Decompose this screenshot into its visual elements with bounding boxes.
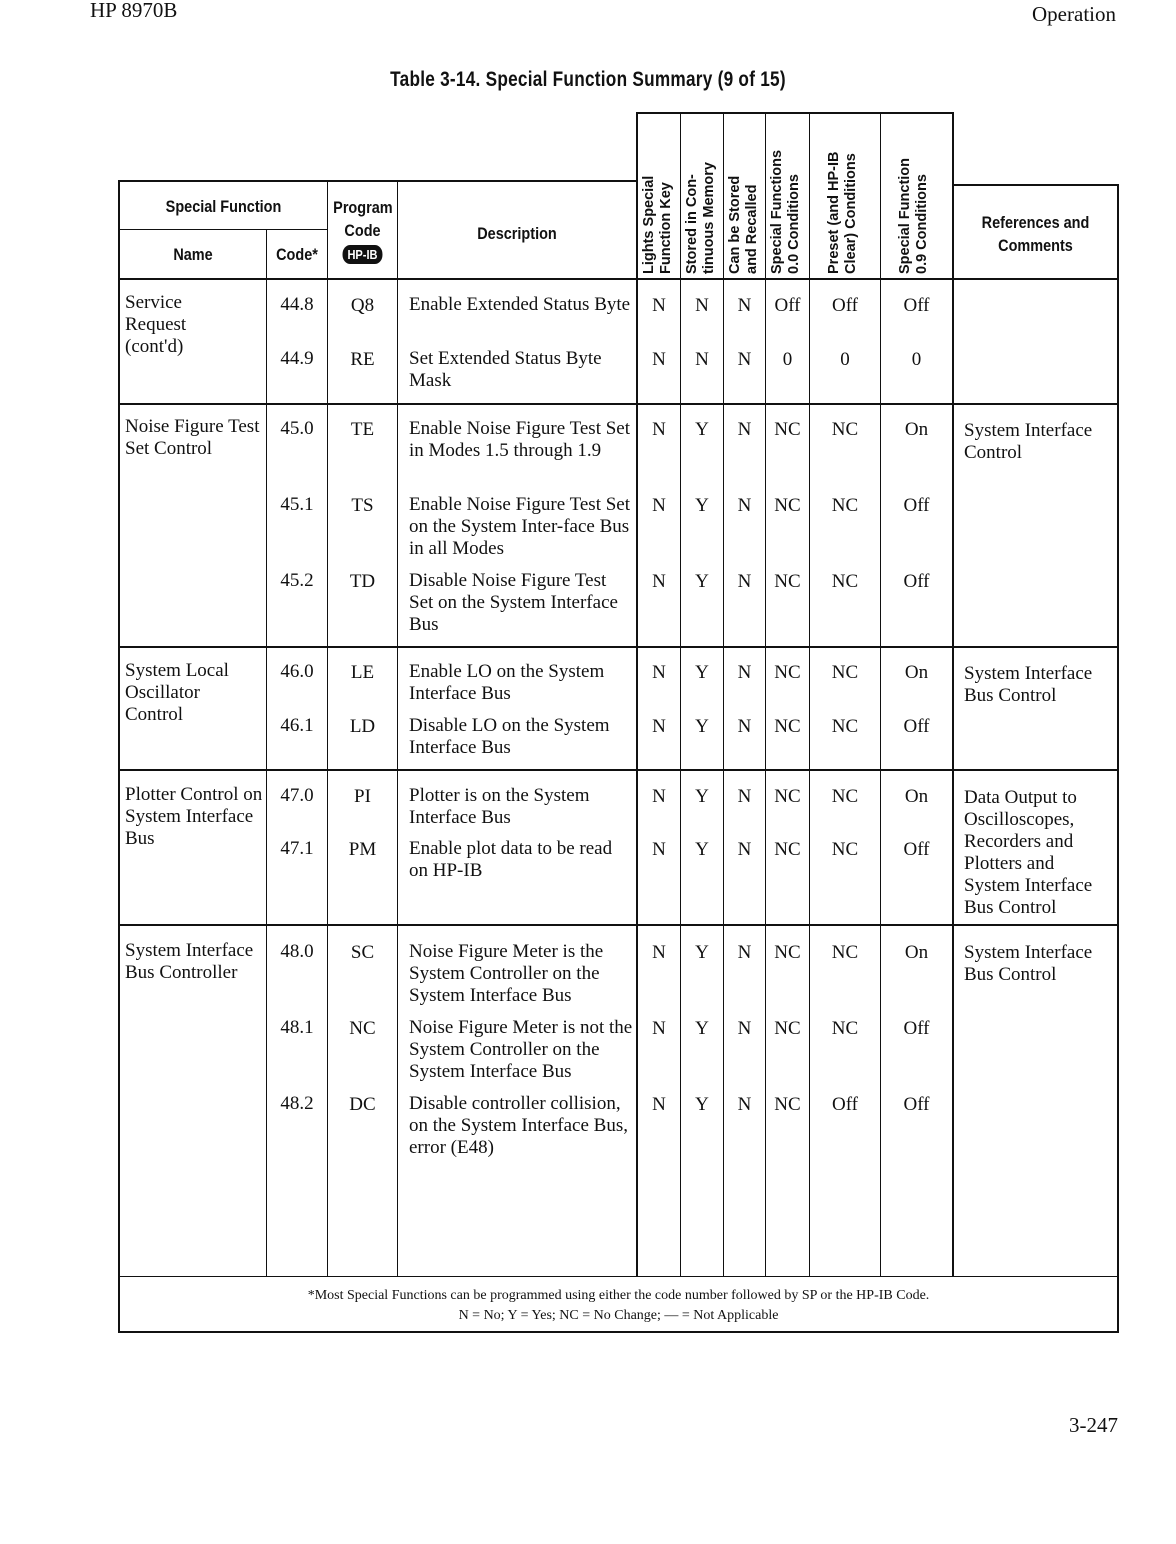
lights-key-cell: N <box>652 839 666 860</box>
lights-key-cell: N <box>652 419 666 440</box>
code-cell: 48.2 <box>280 1093 314 1114</box>
description-cell: Disable controller collision, on the System Interface Bus, error (E48) <box>409 1093 628 1158</box>
conditions-0-9-cell: Off <box>903 1018 930 1039</box>
stored-recalled-cell: N <box>737 571 752 592</box>
stored-recalled-cell: N <box>737 786 752 807</box>
conditions-0-0-cell: NC <box>774 1094 801 1115</box>
description-header: Description <box>477 224 557 243</box>
preset-conditions-cell: NC <box>831 839 859 860</box>
program-code-label: Program Code <box>333 198 393 240</box>
group-name: System Interface Bus Controller <box>125 940 254 983</box>
description-cell: Noise Figure Meter is not the System Controller on the System Interface Bus <box>409 1017 633 1082</box>
code-cell: 47.0 <box>280 785 314 806</box>
code-cell: 48.0 <box>280 941 314 962</box>
lights-key-cell: N <box>652 1094 666 1115</box>
footnote-line-1: *Most Special Functions can be programmed using either the code number followed by SP or the HP-IB Code. <box>307 1288 930 1303</box>
stored-memory-cell: Y <box>695 786 709 807</box>
code-cell: 46.0 <box>280 661 314 682</box>
hpib-cell: Q8 <box>350 295 375 316</box>
hpib-cell: PM <box>348 839 377 860</box>
group-reference: System Interface Bus Control <box>964 663 1093 706</box>
stored-recalled-cell: N <box>737 662 752 683</box>
group-name: System Local Oscillator Control <box>125 660 229 725</box>
description-cell: Set Extended Status Byte Mask <box>409 348 602 391</box>
stored-memory-cell: Y <box>695 495 709 516</box>
preset-conditions-cell: Off <box>831 295 859 316</box>
stored-memory-cell: N <box>695 349 709 370</box>
footnote-line-2: N = No; Y = Yes; NC = No Change; — = Not Applicable <box>458 1308 779 1323</box>
preset-conditions-cell: NC <box>831 786 859 807</box>
conditions-0-9-cell: Off <box>903 295 930 316</box>
conditions-0-0-cell: Off <box>774 295 801 316</box>
description-cell: Disable Noise Figure Test Set on the System Interface Bus <box>409 570 618 635</box>
description-cell: Noise Figure Meter is the System Controller on the System Interface Bus <box>409 941 604 1006</box>
conditions-0-9-cell: On <box>904 942 929 963</box>
description-cell: Disable LO on the System Interface Bus <box>409 715 610 758</box>
code-cell: 44.9 <box>280 348 314 369</box>
description-cell: Enable Noise Figure Test Set on the System Inter-face Bus in all Modes <box>409 494 631 559</box>
doc-model-header: HP 8970B <box>90 0 178 22</box>
conditions-0-9-cell: Off <box>903 716 930 737</box>
conditions-0-0-cell: 0 <box>782 349 793 370</box>
references-header: References and Comments <box>981 213 1090 255</box>
code-cell: 48.1 <box>280 1017 314 1038</box>
stored-recalled-cell: N <box>737 716 752 737</box>
stored-recalled-cell: N <box>737 419 752 440</box>
code-cell: 44.8 <box>280 294 314 315</box>
lights-key-cell: N <box>652 295 666 316</box>
lights-key-cell: N <box>652 716 666 737</box>
lights-key-cell: N <box>652 662 666 683</box>
section-header: Operation <box>1032 2 1116 26</box>
conditions-0-0-cell: NC <box>774 839 801 860</box>
hp-ib-badge: HP-IB <box>342 245 382 264</box>
stored-recalled-cell: N <box>737 349 752 370</box>
conditions-0-0-cell: NC <box>774 495 801 516</box>
group-name: Plotter Control on System Interface Bus <box>125 784 263 849</box>
lights-key-cell: N <box>652 571 666 592</box>
preset-conditions-cell: NC <box>831 571 859 592</box>
preset-conditions-cell: NC <box>831 1018 859 1039</box>
stored-recalled-cell: N <box>737 1094 752 1115</box>
hpib-cell: RE <box>350 349 375 370</box>
hpib-cell: SC <box>350 942 375 963</box>
stored-memory-cell: Y <box>695 716 709 737</box>
stored-recalled-cell: N <box>737 839 752 860</box>
conditions-0-0-cell: NC <box>774 662 801 683</box>
stored-memory-cell: N <box>695 295 709 316</box>
conditions-0-9-cell: On <box>904 662 929 683</box>
hpib-cell: PI <box>354 786 371 807</box>
hpib-cell: LE <box>350 662 375 683</box>
stored-memory-cell: Y <box>695 942 709 963</box>
description-cell: Enable Noise Figure Test Set in Modes 1.5 through 1.9 <box>409 418 631 461</box>
lights-key-cell: N <box>652 942 666 963</box>
description-cell: Enable LO on the System Interface Bus <box>409 661 605 704</box>
description-cell: Enable Extended Status Byte <box>409 294 631 315</box>
hpib-cell: TS <box>351 495 374 516</box>
stored-memory-cell: Y <box>695 419 709 440</box>
lights-key-cell: N <box>652 495 666 516</box>
stored-memory-cell: Y <box>695 1094 709 1115</box>
code-cell: 45.1 <box>280 494 314 515</box>
conditions-0-9-cell: Off <box>903 571 930 592</box>
preset-conditions-cell: NC <box>831 716 859 737</box>
hpib-cell: NC <box>349 1018 376 1039</box>
lights-key-cell: N <box>652 1018 666 1039</box>
preset-conditions-cell: NC <box>831 495 859 516</box>
hpib-cell: TE <box>350 419 375 440</box>
group-name: Noise Figure Test Set Control <box>125 416 260 459</box>
description-cell: Enable plot data to be read on HP-IB <box>409 838 613 881</box>
group-name: Service Request (cont'd) <box>125 292 187 357</box>
lights-key-cell: N <box>652 349 666 370</box>
stored-recalled-cell: N <box>737 942 752 963</box>
stored-memory-cell: Y <box>695 839 709 860</box>
page-number: 3-247 <box>1069 1413 1118 1437</box>
stored-recalled-cell: N <box>737 295 752 316</box>
group-reference: Data Output to Oscilloscopes, Recorders and Plotters and System Interface Bus Control <box>964 787 1093 918</box>
name-header: Name <box>173 245 213 264</box>
hpib-cell: LD <box>349 716 376 737</box>
stored-memory-cell: Y <box>695 1018 709 1039</box>
preset-conditions-cell: 0 <box>840 349 850 370</box>
conditions-0-0-cell: NC <box>774 571 801 592</box>
conditions-0-9-cell: Off <box>903 839 930 860</box>
conditions-0-9-cell: Off <box>903 495 930 516</box>
hpib-cell: TD <box>349 571 376 592</box>
group-reference: System Interface Control <box>964 420 1093 463</box>
conditions-0-0-cell: NC <box>774 1018 801 1039</box>
lights-key-cell: N <box>652 786 666 807</box>
preset-conditions-cell: Off <box>831 1094 859 1115</box>
conditions-0-0-cell: NC <box>774 786 801 807</box>
description-cell: Plotter is on the System Interface Bus <box>409 785 590 828</box>
conditions-0-9-cell: Off <box>903 1094 930 1115</box>
code-cell: 45.2 <box>280 570 314 591</box>
stored-memory-cell: Y <box>695 571 709 592</box>
code-header: Code* <box>276 245 318 264</box>
code-cell: 45.0 <box>280 418 314 439</box>
preset-conditions-cell: NC <box>831 662 859 683</box>
conditions-0-0-cell: NC <box>774 419 801 440</box>
conditions-0-0-cell: NC <box>774 942 801 963</box>
conditions-0-9-cell: 0 <box>911 349 922 370</box>
conditions-0-9-cell: On <box>904 786 929 807</box>
hpib-cell: DC <box>349 1094 376 1115</box>
table-title: Table 3-14. Special Function Summary (9 of 15) <box>390 68 786 91</box>
preset-conditions-cell: NC <box>831 419 859 440</box>
conditions-0-0-cell: NC <box>774 716 801 737</box>
code-cell: 46.1 <box>280 715 314 736</box>
special-function-header: Special Function <box>165 197 282 216</box>
program-code-header <box>333 196 392 265</box>
stored-recalled-cell: N <box>737 1018 752 1039</box>
preset-conditions-cell: NC <box>831 942 859 963</box>
code-cell: 47.1 <box>280 838 314 859</box>
group-reference: System Interface Bus Control <box>964 942 1093 985</box>
conditions-0-9-cell: On <box>904 419 929 440</box>
stored-memory-cell: Y <box>695 662 709 683</box>
stored-recalled-cell: N <box>737 495 752 516</box>
